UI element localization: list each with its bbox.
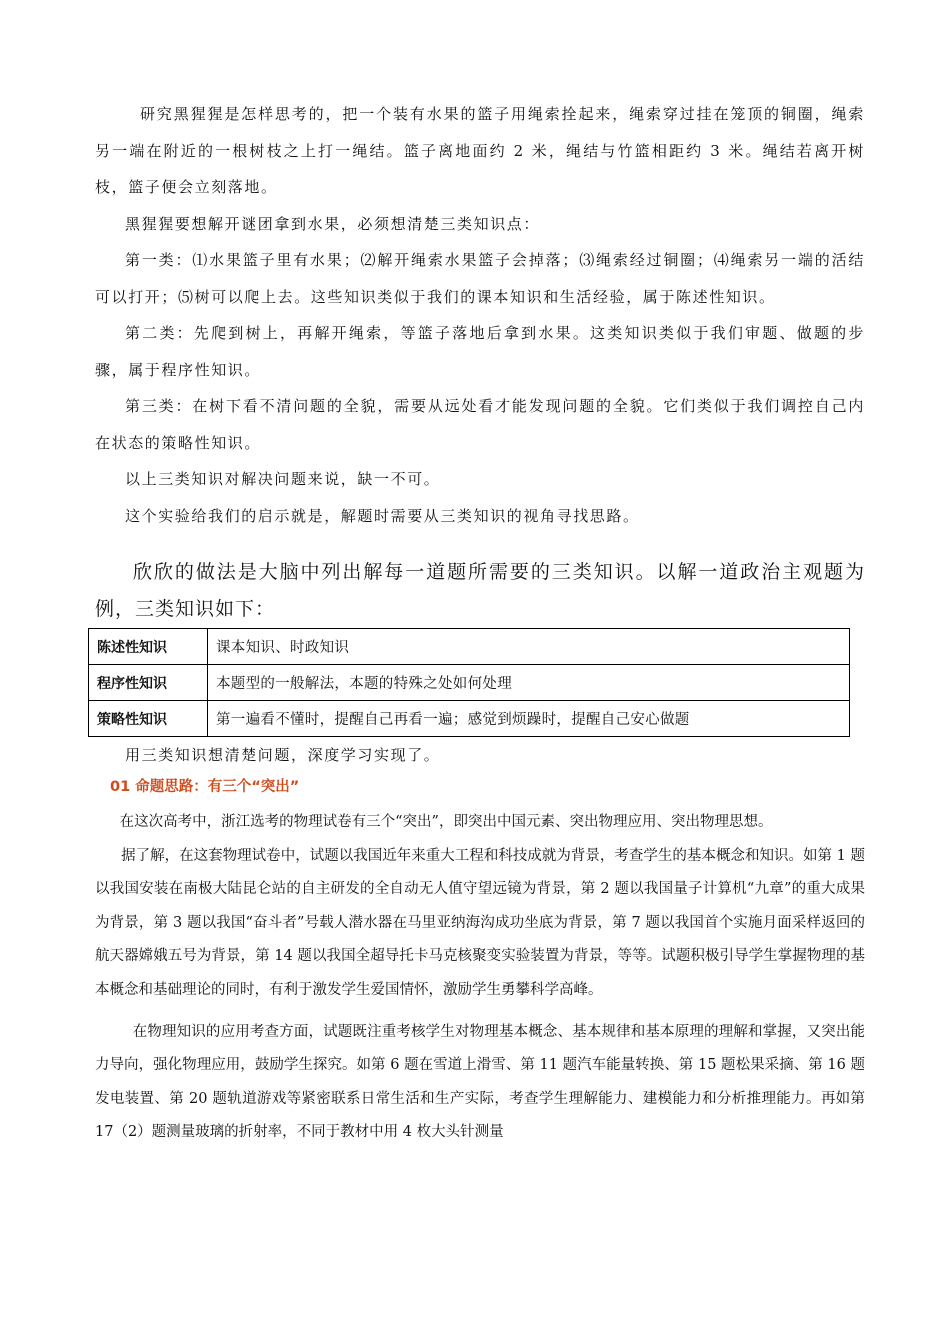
physics-exam-section <box>95 806 865 1150</box>
section-heading: 01 命题思路：有三个“突出” <box>110 779 300 795</box>
paragraph: 黑猩猩要想解开谜团拿到水果，必须想清楚三类知识点： <box>125 214 541 233</box>
knowledge-table <box>88 628 850 737</box>
knowledge-content: 第一遍看不懂时，提醒自己再看一遍；感觉到烦躁时，提醒自己安心做题 <box>208 701 850 737</box>
knowledge-content: 本题型的一般解法，本题的特殊之处如何处理 <box>208 665 850 701</box>
knowledge-type: 策略性知识 <box>89 701 208 737</box>
table-row <box>89 701 850 737</box>
table-conclusion: 用三类知识想清楚问题，深度学习实现了。 <box>125 746 441 764</box>
knowledge-type: 陈述性知识 <box>89 629 208 665</box>
paragraph: 据了解，在这套物理试卷中，试题以我国近年来重大工程和科技成就为背景，考查学生的基本概念和知识。如第 1 题以我国安装在南极大陆昆仑站的自主研发的全自动无人值守望远镜为背景，第 2 题以我国量子计算机“九章”的重大成果为背景，第 3 题以我国“奋斗者”号载人潜水器在马里亚纳海沟成功坐底为背景，第 7 题以我国首个实施月面采样返回的航天器嫦娥五号为背景，第 14 题以我国全超导托卡马克核聚变实验装置为背景，等等。试题积极引导学生掌握物理的基本概念和基础理论的同时，有利于激发学生爱国情怀，激励学生勇攀科学高峰。 <box>95 847 865 998</box>
table-row <box>89 629 850 665</box>
knowledge-type: 程序性知识 <box>89 665 208 701</box>
paragraph: 这个实验给我们的启示就是，解题时需要从三类知识的视角寻找思路。 <box>125 506 640 525</box>
knowledge-content: 课本知识、时政知识 <box>208 629 850 665</box>
paragraph: 第二类：先爬到树上，再解开绳索，等篮子落地后拿到水果。这类知识类似于我们审题、做题的步骤，属于程序性知识。 <box>95 324 865 379</box>
paragraph: 在这次高考中，浙江选考的物理试卷有三个“突出”，即突出中国元素、突出物理应用、突出物理思想。 <box>119 814 773 830</box>
paragraph: 第一类：⑴水果篮子里有水果；⑵解开绳索水果篮子会掉落；⑶绳索经过铜圈；⑷绳索另一端的活结可以打开；⑸树可以爬上去。这些知识类似于我们的课本知识和生活经验，属于陈述性知识。 <box>95 251 865 306</box>
paragraph: 以上三类知识对解决问题来说，缺一不可。 <box>125 470 441 488</box>
paragraph: 研究黑猩猩是怎样思考的，把一个装有水果的篮子用绳索拴起来，绳索穿过挂在笼顶的铜圈，绳索另一端在附近的一根树枝之上打一绳结。篮子离地面约 2 米，绳结与竹篮相距约 3 米。绳结若离开树枝，篮子便会立刻落地。 <box>95 105 865 196</box>
example-intro <box>95 554 865 628</box>
paragraph: 第三类：在树下看不清问题的全貌，需要从远处看才能发现问题的全貌。它们类似于我们调控自己内在状态的策略性知识。 <box>95 397 865 452</box>
chimpanzee-experiment-section <box>95 96 865 534</box>
paragraph: 欣欣的做法是大脑中列出解每一道题所需要的三类知识。以解一道政治主观题为例，三类知识如下： <box>95 561 865 620</box>
table-row <box>89 665 850 701</box>
paragraph: 在物理知识的应用考查方面，试题既注重考核学生对物理基本概念、基本规律和基本原理的理解和掌握，又突出能力导向，强化物理应用，鼓励学生探究。如第 6 题在雪道上滑雪、第 11 题汽车能量转换、第 15 题松果采摘、第 16 题发电装置、第 20 题轨道游戏等紧密联系日常生活和生产实际，考查学生理解能力、建模能力和分析推理能力。再如第 17（2）题测量玻璃的折射率，不同于教材中用 4 枚大头针测量 <box>95 1023 865 1141</box>
